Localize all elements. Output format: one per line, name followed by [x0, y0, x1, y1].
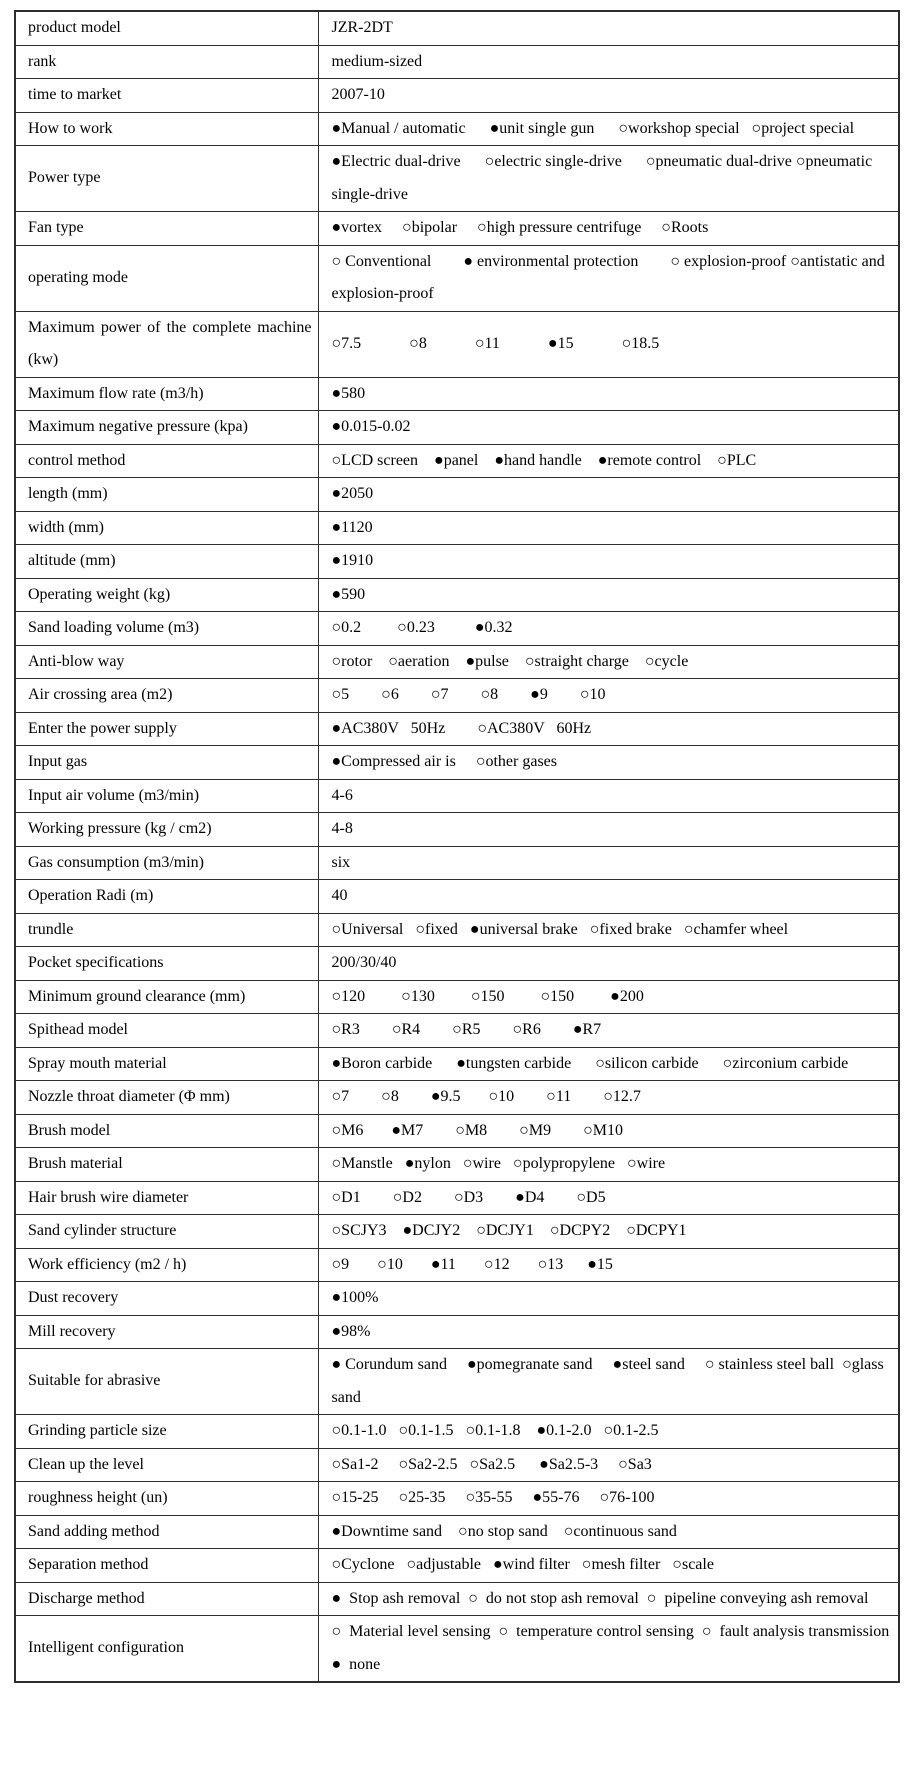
spec-label: Air crossing area (m2): [15, 679, 318, 713]
spec-label: Intelligent configuration: [15, 1616, 318, 1683]
spec-label: Spithead model: [15, 1014, 318, 1048]
spec-value: 40: [318, 880, 899, 914]
spec-label: Enter the power supply: [15, 712, 318, 746]
spec-label: Separation method: [15, 1549, 318, 1583]
table-row: [15, 112, 899, 146]
spec-value: ●590: [318, 578, 899, 612]
table-row: [15, 212, 899, 246]
table-row: [15, 1014, 899, 1048]
spec-label: Gas consumption (m3/min): [15, 846, 318, 880]
table-row: [15, 245, 899, 311]
spec-label: Fan type: [15, 212, 318, 246]
spec-label: Input gas: [15, 746, 318, 780]
table-row: [15, 411, 899, 445]
table-row: [15, 1081, 899, 1115]
table-row: [15, 645, 899, 679]
spec-label: Sand loading volume (m3): [15, 612, 318, 646]
table-row: [15, 511, 899, 545]
spec-label: Discharge method: [15, 1582, 318, 1616]
table-row: [15, 1114, 899, 1148]
table-row: [15, 45, 899, 79]
table-row: [15, 980, 899, 1014]
spec-value: six: [318, 846, 899, 880]
spec-value: ● Corundum sand ●pomegranate sand ●steel sand ○ stainless steel ball ○glass sand: [318, 1349, 899, 1415]
spec-value: ○rotor ○aeration ●pulse ○straight charge ○cycle: [318, 645, 899, 679]
spec-value: ●Boron carbide ●tungsten carbide ○silicon carbide ○zirconium carbide: [318, 1047, 899, 1081]
spec-value: ○Universal ○fixed ●universal brake ○fixed brake ○chamfer wheel: [318, 913, 899, 947]
spec-value: ●100%: [318, 1282, 899, 1316]
spec-value: 200/30/40: [318, 947, 899, 981]
table-row: [15, 1148, 899, 1182]
spec-value: ●580: [318, 377, 899, 411]
spec-label: operating mode: [15, 245, 318, 311]
table-row: [15, 913, 899, 947]
spec-value: ●AC380V 50Hz ○AC380V 60Hz: [318, 712, 899, 746]
table-row: [15, 79, 899, 113]
spec-value: medium-sized: [318, 45, 899, 79]
spec-label: roughness height (un): [15, 1482, 318, 1516]
table-row: [15, 712, 899, 746]
table-row: [15, 1248, 899, 1282]
spec-label: Clean up the level: [15, 1448, 318, 1482]
spec-label: width (mm): [15, 511, 318, 545]
spec-label: Nozzle throat diameter (Φ mm): [15, 1081, 318, 1115]
spec-label: time to market: [15, 79, 318, 113]
spec-label: altitude (mm): [15, 545, 318, 579]
spec-value: ○Cyclone ○adjustable ●wind filter ○mesh filter ○scale: [318, 1549, 899, 1583]
spec-label: Input air volume (m3/min): [15, 779, 318, 813]
spec-value: ○Sa1-2 ○Sa2-2.5 ○Sa2.5 ●Sa2.5-3 ○Sa3: [318, 1448, 899, 1482]
spec-label: Power type: [15, 146, 318, 212]
product-spec-table: [14, 10, 900, 1683]
table-row: [15, 612, 899, 646]
table-row: [15, 1047, 899, 1081]
table-row: [15, 578, 899, 612]
spec-value: 4-8: [318, 813, 899, 847]
spec-value: ● Stop ash removal ○ do not stop ash removal ○ pipeline conveying ash removal: [318, 1582, 899, 1616]
table-row: [15, 1315, 899, 1349]
table-row: [15, 478, 899, 512]
table-row: [15, 746, 899, 780]
spec-value: ○120 ○130 ○150 ○150 ●200: [318, 980, 899, 1014]
spec-value: ●1910: [318, 545, 899, 579]
spec-value: ○LCD screen ●panel ●hand handle ●remote control ○PLC: [318, 444, 899, 478]
spec-value: 2007-10: [318, 79, 899, 113]
spec-value: ●Electric dual-drive ○electric single-drive ○pneumatic dual-drive ○pneumatic single-drive: [318, 146, 899, 212]
table-row: [15, 1582, 899, 1616]
spec-value: ●Manual / automatic ●unit single gun ○workshop special ○project special: [318, 112, 899, 146]
spec-label: Sand cylinder structure: [15, 1215, 318, 1249]
table-row: [15, 1415, 899, 1449]
table-row: [15, 1215, 899, 1249]
table-row: [15, 779, 899, 813]
spec-label: Anti-blow way: [15, 645, 318, 679]
spec-label: Spray mouth material: [15, 1047, 318, 1081]
table-row: [15, 311, 899, 377]
spec-value: ●1120: [318, 511, 899, 545]
spec-label: Mill recovery: [15, 1315, 318, 1349]
table-row: [15, 1349, 899, 1415]
table-row: [15, 1515, 899, 1549]
spec-label: Maximum negative pressure (kpa): [15, 411, 318, 445]
spec-value: ○D1 ○D2 ○D3 ●D4 ○D5: [318, 1181, 899, 1215]
table-row: [15, 1616, 899, 1683]
spec-label: rank: [15, 45, 318, 79]
spec-label: Working pressure (kg / cm2): [15, 813, 318, 847]
spec-value: ○7 ○8 ●9.5 ○10 ○11 ○12.7: [318, 1081, 899, 1115]
spec-value: ○R3 ○R4 ○R5 ○R6 ●R7: [318, 1014, 899, 1048]
spec-label: Pocket specifications: [15, 947, 318, 981]
table-row: [15, 545, 899, 579]
spec-value: ●Compressed air is ○other gases: [318, 746, 899, 780]
spec-label: Maximum flow rate (m3/h): [15, 377, 318, 411]
spec-value: ●98%: [318, 1315, 899, 1349]
spec-label: Brush model: [15, 1114, 318, 1148]
spec-label: trundle: [15, 913, 318, 947]
spec-label: Minimum ground clearance (mm): [15, 980, 318, 1014]
table-row: [15, 679, 899, 713]
spec-value: ●vortex ○bipolar ○high pressure centrifuge ○Roots: [318, 212, 899, 246]
spec-table-body: [15, 11, 899, 1682]
table-row: [15, 1181, 899, 1215]
table-row: [15, 377, 899, 411]
spec-label: Operation Radi (m): [15, 880, 318, 914]
spec-value: ○SCJY3 ●DCJY2 ○DCJY1 ○DCPY2 ○DCPY1: [318, 1215, 899, 1249]
table-row: [15, 146, 899, 212]
spec-label: Maximum power of the complete machine (kw): [15, 311, 318, 377]
table-row: [15, 947, 899, 981]
spec-label: length (mm): [15, 478, 318, 512]
spec-value: ○ Material level sensing ○ temperature control sensing ○ fault analysis transmission ● none: [318, 1616, 899, 1683]
table-row: [15, 813, 899, 847]
spec-label: Work efficiency (m2 / h): [15, 1248, 318, 1282]
spec-label: How to work: [15, 112, 318, 146]
spec-value: 4-6: [318, 779, 899, 813]
spec-value: ○0.1-1.0 ○0.1-1.5 ○0.1-1.8 ●0.1-2.0 ○0.1-2.5: [318, 1415, 899, 1449]
spec-value: JZR-2DT: [318, 11, 899, 45]
spec-label: product model: [15, 11, 318, 45]
table-row: [15, 846, 899, 880]
spec-value: ○0.2 ○0.23 ●0.32: [318, 612, 899, 646]
spec-value: ●Downtime sand ○no stop sand ○continuous sand: [318, 1515, 899, 1549]
spec-value: ○Manstle ●nylon ○wire ○polypropylene ○wire: [318, 1148, 899, 1182]
spec-value: ○9 ○10 ●11 ○12 ○13 ●15: [318, 1248, 899, 1282]
spec-value: ●2050: [318, 478, 899, 512]
spec-value: ○7.5 ○8 ○11 ●15 ○18.5: [318, 311, 899, 377]
spec-label: Grinding particle size: [15, 1415, 318, 1449]
spec-label: Brush material: [15, 1148, 318, 1182]
spec-label: Operating weight (kg): [15, 578, 318, 612]
spec-label: Suitable for abrasive: [15, 1349, 318, 1415]
table-row: [15, 880, 899, 914]
spec-label: Dust recovery: [15, 1282, 318, 1316]
table-row: [15, 1482, 899, 1516]
spec-value: ○5 ○6 ○7 ○8 ●9 ○10: [318, 679, 899, 713]
spec-label: Hair brush wire diameter: [15, 1181, 318, 1215]
table-row: [15, 1282, 899, 1316]
spec-label: control method: [15, 444, 318, 478]
spec-label: Sand adding method: [15, 1515, 318, 1549]
table-row: [15, 444, 899, 478]
spec-value: ●0.015-0.02: [318, 411, 899, 445]
spec-value: ○15-25 ○25-35 ○35-55 ●55-76 ○76-100: [318, 1482, 899, 1516]
spec-value: ○ Conventional ● environmental protection ○ explosion-proof ○antistatic and explosion-proof: [318, 245, 899, 311]
table-row: [15, 1448, 899, 1482]
table-row: [15, 1549, 899, 1583]
table-row: [15, 11, 899, 45]
spec-value: ○M6 ●M7 ○M8 ○M9 ○M10: [318, 1114, 899, 1148]
